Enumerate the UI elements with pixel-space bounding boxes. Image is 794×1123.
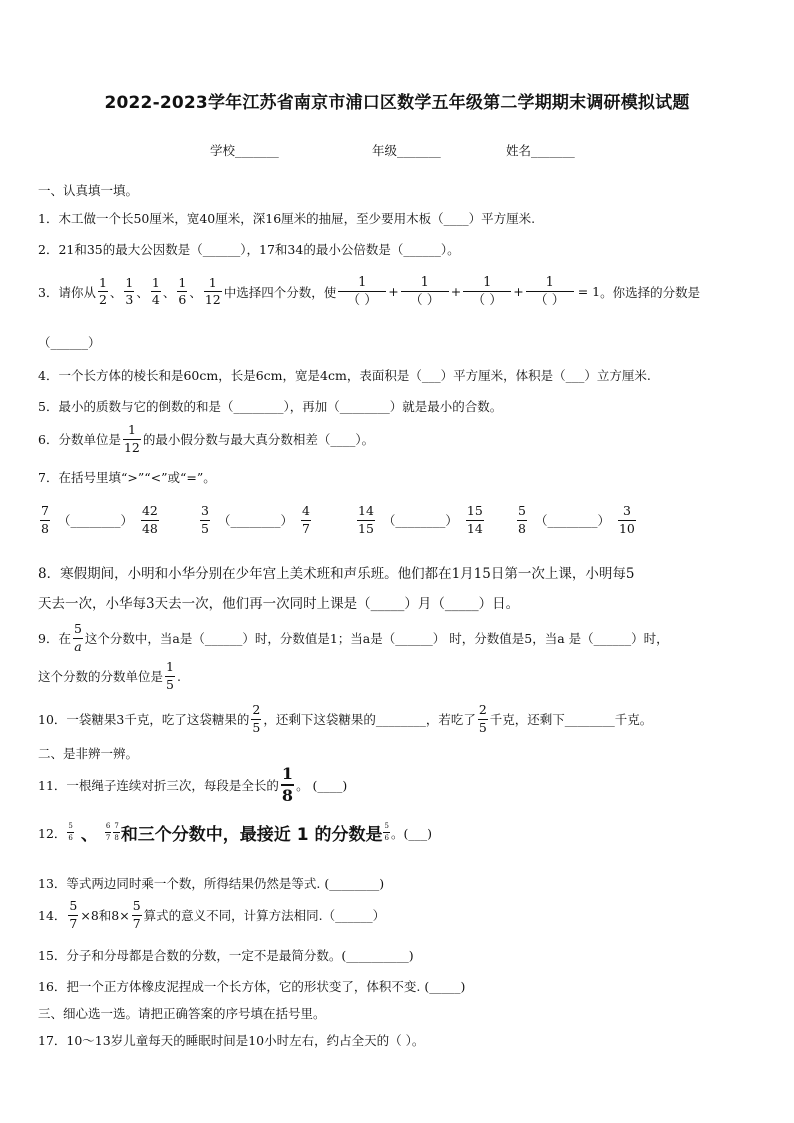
answer-blank: （________）	[217, 513, 293, 528]
section-3-heading: 三、细心选一选。请把正确答案的序号填在括号里。	[38, 1006, 326, 1021]
comparison-item	[38, 505, 161, 535]
q12-suffix: 。(___)	[390, 825, 432, 841]
q3-answer-blank: （______）	[38, 335, 101, 350]
q14-mid-text: ×8和8×	[80, 908, 130, 923]
fraction: $\frac{1}{8}$	[281, 764, 294, 805]
q10-mid-text: ，还剩下这袋糖果的________，若吃了	[263, 712, 476, 727]
question-1: 1．木工做一个长50厘米，宽40厘米，深16厘米的抽屉，至少要用木板（____）平方厘米.	[38, 211, 536, 226]
separator: 、	[189, 284, 202, 300]
fraction: $\frac{7}{8}$	[41, 503, 49, 536]
q6-suffix: 的最小假分数与最大真分数相差（____）。	[142, 432, 375, 447]
fraction: $\frac{5}{6}$	[384, 822, 389, 842]
question-16: 16．把一个正方体橡皮泥捏成一个长方体，它的形状变了，体积不变. (_____)	[38, 979, 466, 994]
question-6	[38, 424, 374, 454]
fraction: $\frac{4}{7}$	[301, 503, 310, 536]
question-2: 2．21和35的最大公因数是（______），17和34的最小公倍数是（______）。	[38, 242, 460, 257]
fraction: $\frac{1}{6}$	[178, 274, 187, 307]
question-12	[38, 820, 432, 845]
comparison-item	[198, 505, 313, 535]
question-11	[38, 766, 347, 804]
question-14	[38, 900, 385, 930]
plus-sign: +	[388, 284, 399, 299]
question-5: 5．最小的质数与它的倒数的和是（________），再加（________）就是最小的合数。	[38, 399, 503, 414]
q14-suffix: 算式的意义不同，计算方法相同.（______）	[143, 908, 386, 923]
question-10	[38, 704, 652, 734]
section-1-heading: 一、认真填一填。	[38, 183, 139, 198]
question-9	[38, 623, 669, 653]
q12-number: 12．	[38, 825, 67, 841]
fraction: $\frac{2}{5}$	[478, 702, 487, 735]
fraction: $\frac{1}{3}$	[125, 274, 134, 307]
fraction: $\frac{3}{5}$	[201, 503, 209, 536]
fraction: $\frac{5}{7}$	[69, 898, 78, 931]
equals-one: = 1	[577, 284, 601, 299]
school-field: 学校_______	[210, 143, 279, 158]
q6-prefix: 6．分数单位是	[38, 432, 121, 447]
q14-number: 14．	[38, 908, 67, 923]
q3-suffix: 。你选择的分数是	[600, 284, 701, 300]
fraction: $\frac{3}{10}$	[618, 503, 635, 536]
q3-mid-text: 中选择四个分数，使	[223, 284, 337, 300]
separator: 、	[80, 825, 98, 845]
answer-blank: （________）	[57, 513, 133, 528]
section-2-heading: 二、是非辨一辨。	[38, 746, 139, 761]
fraction: $\frac{1}{12}$	[204, 274, 221, 307]
fraction: $\frac{1}{4}$	[151, 274, 160, 307]
fraction: $\frac{14}{15}$	[358, 503, 374, 536]
blank-fraction: $\frac{1}{( )}$	[463, 276, 511, 307]
blank-fraction: $\frac{1}{( )}$	[401, 276, 449, 307]
blank-fraction: $\frac{1}{( )}$	[338, 276, 386, 307]
q11-prefix: 11．一根绳子连续对折三次，每段是全长的	[38, 778, 279, 793]
q9-line2-text: 这个分数的分数单位是	[38, 669, 164, 684]
fraction: $\frac{5}{8}$	[518, 503, 526, 536]
q12-text: 和三个分数中，最接近 1 的分数是	[120, 825, 383, 845]
question-13: 13．等式两边同时乘一个数，所得结果仍然是等式. (________)	[38, 876, 385, 891]
separator: 、	[109, 284, 123, 300]
answer-blank: （________）	[534, 513, 610, 528]
q9-text: 这个分数中，当a是（______）时，分数值是1；当a是（______） 时，分数值是5，当a 是（______）时，	[84, 631, 669, 646]
plus-sign: +	[513, 284, 524, 299]
grade-field: 年级_______	[372, 143, 441, 158]
q9-prefix: 9．在	[38, 631, 71, 646]
question-4: 4．一个长方体的棱长和是60cm，长是6cm，宽是4cm，表面积是（___）平方厘米，体积是（___）立方厘米.	[38, 368, 651, 383]
q10-suffix: 千克，还剩下________千克。	[489, 712, 653, 727]
question-8-line-2: 天去一次，小华每3天去一次，他们再一次同时上课是（_____）月（_____）日。	[38, 596, 520, 612]
question-15: 15．分子和分母都是合数的分数，一定不是最简分数。(__________)	[38, 948, 414, 963]
question-3	[38, 276, 700, 307]
separator: 、	[136, 284, 149, 300]
fraction: $\frac{5}{6}$	[68, 822, 73, 842]
fraction: $\frac{7}{8}$	[114, 822, 119, 842]
fraction: $\frac{6}{7}$	[105, 822, 111, 842]
question-17: 17．10～13岁儿童每天的睡眠时间是10小时左右，约占全天的（ ）。	[38, 1033, 425, 1048]
fraction: $\frac{1}{2}$	[98, 274, 107, 307]
question-9-line-2	[38, 661, 181, 691]
question-7: 7．在括号里填“>”“<”或“=”。	[38, 470, 216, 485]
fraction: $\frac{15}{14}$	[466, 503, 483, 536]
fraction: $\frac{1}{5}$	[166, 659, 174, 692]
comparison-item	[355, 505, 486, 535]
period: .	[176, 668, 181, 684]
q3-prefix: 3．请你从	[38, 284, 96, 300]
fraction: $\frac{5}{7}$	[132, 898, 141, 931]
fraction: $\frac{42}{48}$	[141, 503, 158, 536]
name-field: 姓名_______	[506, 143, 575, 158]
q10-prefix: 10．一袋糖果3千克，吃了这袋糖果的	[38, 712, 250, 727]
separator: 、	[162, 284, 176, 300]
fraction: $\frac{2}{5}$	[252, 702, 261, 735]
comparison-item	[515, 505, 638, 535]
fraction: $\frac{5}{a}$	[73, 621, 82, 654]
blank-fraction: $\frac{1}{( )}$	[526, 276, 574, 307]
answer-blank: （________）	[382, 513, 458, 528]
q11-suffix: 。 (____)	[296, 778, 348, 793]
question-8-line-1: 8．寒假期间，小明和小华分别在少年宫上美术班和声乐班。他们都在1月15日第一次上课，小明每5	[38, 566, 635, 582]
plus-sign: +	[450, 284, 462, 299]
page-title: 2022-2023学年江苏省南京市浦口区数学五年级第二学期期末调研模拟试题	[104, 93, 690, 113]
fraction: $\frac{1}{12}$	[123, 422, 140, 455]
